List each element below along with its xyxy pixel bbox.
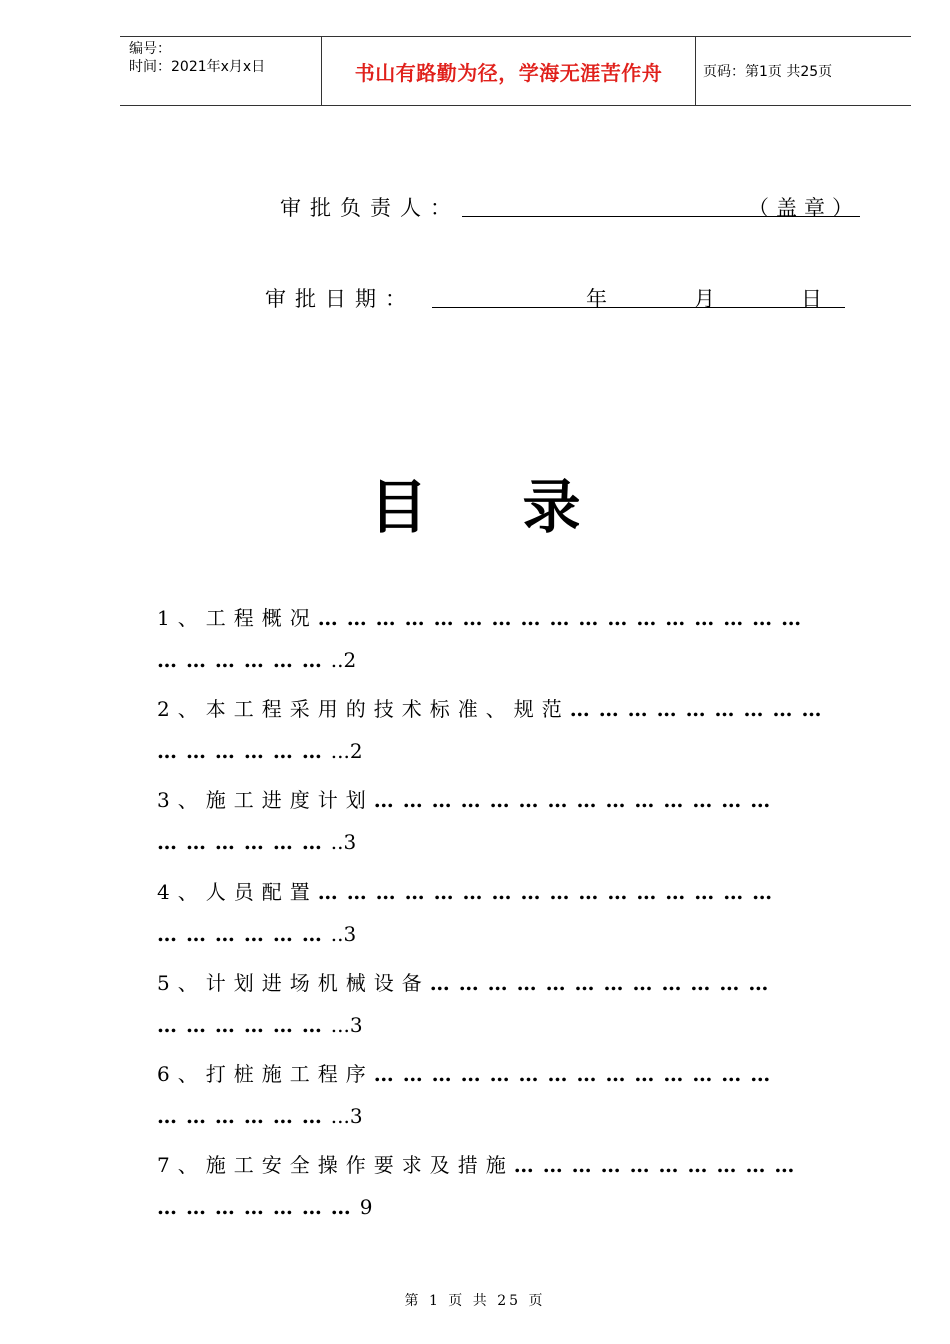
date-year: 年: [586, 287, 607, 311]
toc-entry: [157, 967, 769, 996]
toc-entry-label: 4、人员配置: [157, 879, 318, 904]
toc-entry-label: 1、工程概况: [157, 606, 318, 630]
page-footer: 第 1 页 共 25 页: [404, 1293, 546, 1309]
toc-leader-dots: … … … … … … … … … … … … … … … … …: [317, 606, 803, 630]
toc-leader-dots: … … … … … …: [157, 1012, 331, 1037]
toc-entry-continuation: [157, 648, 356, 672]
toc-page-number: ...3: [330, 1104, 363, 1128]
toc-entry: [157, 1149, 795, 1178]
approval-date-line: [432, 307, 845, 308]
toc-leader-dots: … … … … … … … … …: [569, 697, 823, 722]
toc-leader-dots: … … … … … …: [157, 739, 331, 764]
toc-entry-continuation: [157, 1195, 372, 1219]
toc-entry: [157, 693, 822, 722]
toc-entry: [157, 784, 771, 813]
toc-entry-continuation: [157, 922, 356, 946]
date-day: 日: [801, 287, 822, 311]
toc-entry-label: 3、施工进度计划: [157, 788, 374, 813]
toc-leader-dots: … … … … … … … … … … … … … …: [373, 788, 772, 813]
toc-page-number: ...2: [330, 739, 363, 764]
toc-leader-dots: … … … … … … …: [157, 1195, 360, 1220]
toc-entry: [157, 876, 773, 905]
toc-entry-label: 5、计划进场机械设备: [157, 970, 430, 995]
header-motto: 书山有路勤为径，学海无涯苦作舟: [321, 37, 696, 105]
date-month: 月: [694, 287, 715, 311]
toc-entry-continuation: [157, 739, 363, 763]
toc-leader-dots: … … … … … … … … … …: [513, 1153, 796, 1178]
header-page-number: 页码：第1页 共25页: [703, 64, 833, 80]
toc-entry-label: 6、打桩施工程序: [157, 1062, 374, 1086]
toc-leader-dots: … … … … … …: [157, 921, 331, 946]
toc-entry: [157, 1058, 771, 1087]
toc-leader-dots: … … … … … …: [157, 648, 331, 672]
toc-entry-continuation: [157, 830, 356, 854]
approval-date-label: 审批日期：: [265, 287, 415, 311]
page-header: [120, 36, 911, 106]
header-info: [120, 37, 320, 105]
toc-title: [0, 460, 950, 544]
toc-entry-label: 7、施工安全操作要求及措施: [157, 1153, 514, 1178]
toc-title-char-1: 目: [369, 473, 428, 541]
toc-entry: [157, 602, 802, 631]
toc-leader-dots: … … … … … … … … … … … … … …: [373, 1062, 772, 1086]
seal-label: （盖章）: [748, 196, 860, 220]
toc-page-number: ...3: [330, 1012, 363, 1037]
toc-page-number: ..2: [330, 648, 357, 672]
approver-label: 审批负责人：: [280, 196, 460, 220]
toc-page-number: ..3: [330, 830, 357, 855]
toc-entry-continuation: [157, 1104, 363, 1128]
header-number: 编号：: [129, 41, 171, 57]
toc-leader-dots: … … … … … … … … … … … …: [429, 970, 770, 995]
toc-leader-dots: … … … … … …: [157, 1104, 331, 1128]
toc-title-char-2: 录: [522, 473, 581, 541]
toc-entry-continuation: [157, 1013, 363, 1037]
toc-entry-label: 2、本工程采用的技术标准、规范: [157, 697, 570, 722]
toc-page-number: 9: [359, 1195, 373, 1220]
toc-leader-dots: … … … … … …: [157, 830, 331, 855]
toc-leader-dots: … … … … … … … … … … … … … … … …: [317, 879, 774, 904]
header-time: 时间：2021年x月x日: [129, 59, 266, 75]
toc-page-number: ..3: [330, 921, 357, 946]
